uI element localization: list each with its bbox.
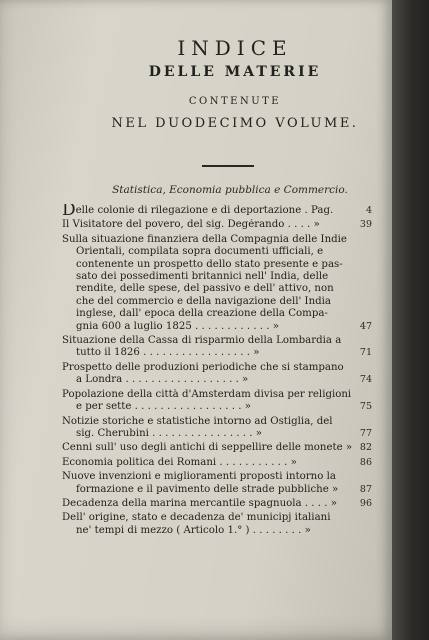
toc-entry-line: [62, 347, 362, 359]
toc-entry-line: [62, 283, 362, 295]
toc-entry: [62, 361, 372, 387]
toc-entry-line: [62, 296, 362, 308]
toc-page-number: 96: [359, 497, 372, 509]
section-heading: Statistica, Economia pubblica e Commercio.: [112, 184, 348, 196]
toc-entry-line: [62, 498, 362, 510]
toc-entry-line: [62, 219, 362, 231]
toc-entry-line: [62, 428, 362, 440]
toc-entry-text: sig. Cherubini . . . . . . . . . . . . . . . . »: [76, 427, 262, 439]
toc-entry-text: elle colonie di rilegazione e di deportazione . Pag.: [75, 205, 334, 216]
toc-entry: [62, 335, 372, 360]
toc-entry-text: Situazione della Cassa di risparmio della Lombardia a: [62, 335, 342, 347]
toc-entry-line: [62, 374, 362, 386]
toc-entry-text: Il Visitatore del povero, del sig. Degérando . . . . »: [62, 219, 320, 231]
toc-entry-line: [62, 362, 362, 374]
toc-page-number: 75: [359, 401, 372, 413]
toc-entry-text: tutto il 1826 . . . . . . . . . . . . . . . . . »: [76, 347, 260, 359]
toc-page-number: 87: [359, 483, 372, 495]
toc-entry-line: [62, 321, 362, 333]
toc-entry-line: [62, 246, 362, 258]
toc-page-number: 4: [365, 205, 372, 216]
toc-entry-text: sato dei possedimenti britannici nell' India, delle: [76, 271, 329, 283]
toc-entry: [62, 204, 372, 218]
toc-entry-text: formazione e il pavimento delle strade pubbliche »: [76, 483, 339, 495]
toc-entry-line: [62, 259, 362, 271]
toc-entry-line: [62, 389, 362, 401]
toc-page-number: 47: [359, 320, 372, 332]
toc-entry-text: Nuove invenzioni e miglioramenti proposti intorno la: [62, 471, 336, 483]
toc-entry-text: Prospetto delle produzioni periodiche che si stampano: [62, 361, 344, 373]
toc-entry-line: [62, 416, 362, 428]
toc-entry: [62, 415, 372, 441]
toc-entry: [62, 497, 372, 510]
toc-entry-text: contenente un prospetto dello stato presente e pas-: [76, 258, 343, 270]
toc-entry: [62, 471, 372, 496]
drop-cap: D: [62, 204, 76, 218]
toc-page-number: 39: [359, 219, 372, 231]
toc-entry-line: [62, 457, 362, 469]
toc-entry: [62, 388, 372, 414]
toc-entry-text: Popolazione della città d'Amsterdam divisa per religioni: [62, 388, 352, 400]
toc-entry-text: Cenni sull' uso degli antichi di seppellire delle monete »: [62, 442, 353, 454]
toc-entry-line: [62, 484, 362, 496]
toc-entry-text: Sulla situazione finanziera della Compagnia delle Indie: [62, 233, 347, 245]
toc-entry-line: [62, 471, 362, 483]
toc-entry: [62, 442, 372, 454]
toc-entry: [62, 456, 372, 469]
toc-entry-text: ne' tempi di mezzo ( Articolo 1.° ) . . . . . . . . »: [76, 524, 311, 536]
decorative-rule: [202, 165, 254, 167]
toc-page-number: 77: [359, 427, 372, 439]
subtitle-contenute: CONTENUTE: [188, 96, 282, 107]
toc-page-number: 86: [359, 456, 372, 468]
toc-entry-line: [62, 512, 362, 524]
toc-entry-line: [62, 234, 362, 246]
toc-page-number: 82: [359, 442, 372, 454]
toc-entry-text: gnia 600 a luglio 1825 . . . . . . . . . . . . »: [76, 320, 279, 332]
toc-entry: [62, 233, 372, 333]
subtitle-materie: DELLE MATERIE: [148, 64, 322, 80]
subtitle-volume: NEL DUODECIMO VOLUME.: [111, 116, 359, 131]
toc-entry: [62, 219, 372, 231]
toc-entry-text: Notizie storiche e statistiche intorno ad Ostiglia, del: [62, 415, 333, 427]
toc-entry-text: Decadenza della marina mercantile spagnuola . . . . »: [62, 497, 337, 509]
toc-entry-line: [62, 525, 362, 537]
page-title: INDICE: [177, 36, 293, 60]
toc-entry-text: Orientali, compilata sopra documenti ufficiali, e: [76, 246, 324, 258]
toc-entry-line: [62, 271, 362, 283]
toc-entry-text: a Londra . . . . . . . . . . . . . . . . . . »: [76, 374, 249, 386]
toc-entry-line: [62, 401, 362, 413]
toc-entry-text: Dell' origine, stato e decadenza de' municipj italiani: [62, 512, 331, 524]
toc-entry-text: inglese, dall' epoca della creazione della Compa-: [76, 308, 328, 320]
toc-entry-text: rendite, delle spese, del passivo e dell' attivo, non: [76, 283, 334, 295]
toc-entry-line: [62, 335, 362, 347]
toc-entry-text: che del commercio e della navigazione dell' India: [76, 295, 331, 307]
toc-entry-text: Economia politica dei Romani . . . . . . . . . . . »: [62, 456, 297, 468]
toc-entry-line: [62, 442, 362, 454]
toc-page-number: 71: [359, 347, 372, 359]
toc-entry-text: e per sette . . . . . . . . . . . . . . . . . »: [76, 401, 251, 413]
toc-entry: [62, 512, 362, 537]
toc-page-number: 74: [359, 374, 372, 386]
toc-entry-line: [62, 308, 362, 320]
table-of-contents: [62, 204, 372, 537]
toc-entry-line: [62, 204, 362, 217]
